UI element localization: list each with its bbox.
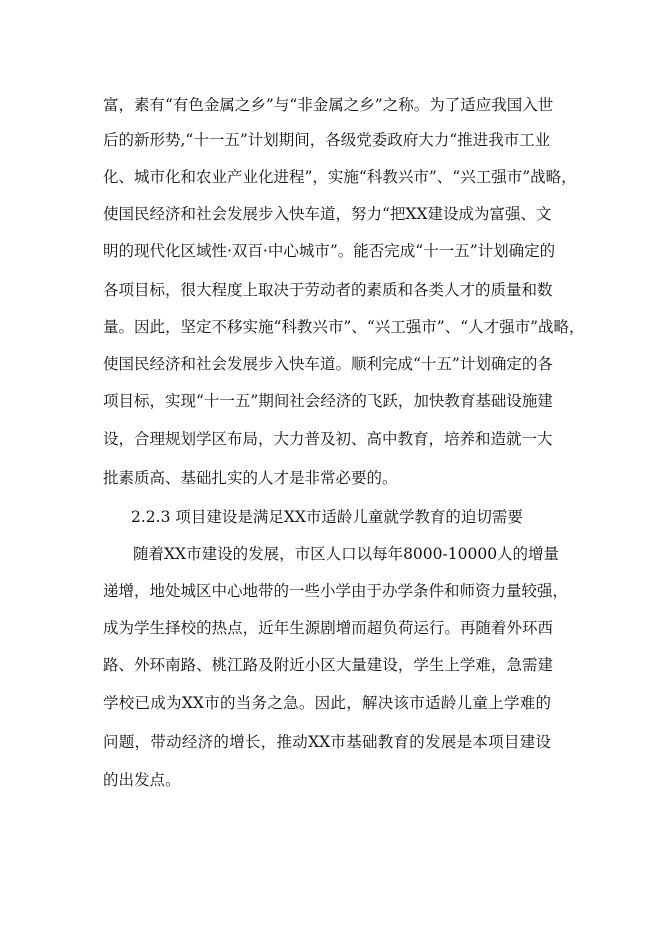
paragraph-2-line-6: 问题，带动经济的增长，推动XX市基础教育的发展是本项目建设 [103, 733, 551, 751]
paragraph-2-line-2: 递增，地处城区中心地带的一些小学由于办学条件和师资力量较强， [103, 582, 569, 600]
paragraph-1-line-9: 项目标，实现“十一五”期间社会经济的飞跃，加快教育基础设施建 [103, 392, 553, 410]
paragraph-2-line-3: 成为学生择校的热点，近年生源剧增而超负荷运行。再随着外环西 [103, 619, 553, 637]
paragraph-1-line-11: 批素质高、基础扎实的人才是非常必要的。 [103, 469, 398, 487]
paragraph-1-line-4: 使国民经济和社会发展步入快车道，努力“把XX建设成为富强、文 [103, 205, 552, 223]
paragraph-1-line-10: 设，合理规划学区布局，大力普及初、高中教育，培养和造就一大 [103, 430, 553, 448]
paragraph-2-line-1: 随着XX市建设的发展，市区人口以每年8000-10000人的增量 [133, 545, 560, 563]
section-heading: 2.2.3 项目建设是满足XX市适龄儿童就学教育的迫切需要 [131, 508, 523, 526]
paragraph-1-line-3: 化、城市化和农业产业化进程”，实施“科教兴市”、“兴工强市”战略， [103, 168, 577, 186]
paragraph-1-line-7: 量。因此，坚定不移实施“科教兴市”、“兴工强市”、“人才强市”战略， [103, 318, 585, 336]
paragraph-1-line-8: 使国民经济和社会发展步入快车道。顺利完成“十五”计划确定的各 [103, 355, 553, 373]
paragraph-1-line-5: 明的现代化区域性·双百·中心城市”。能否完成“十一五”计划确定的 [103, 242, 556, 260]
paragraph-1-line-2: 后的新形势,“十一五”计划期间，各级党委政府大力“推进我市工业 [103, 131, 551, 149]
paragraph-1-line-6: 各项目标，很大程度上取决于劳动者的素质和各类人才的质量和数 [103, 281, 553, 299]
paragraph-2-line-7: 的出发点。 [103, 771, 181, 789]
paragraph-2-line-4: 路、外环南路、桃江路及附近小区大量建设，学生上学难，急需建 [103, 656, 553, 674]
paragraph-1-line-1: 富，素有“有色金属之乡”与“非金属之乡”之称。为了适应我国入世 [103, 96, 554, 114]
paragraph-2-line-5: 学校已成为XX市的当务之急。因此，解决该市适龄儿童上学难的 [103, 694, 551, 712]
